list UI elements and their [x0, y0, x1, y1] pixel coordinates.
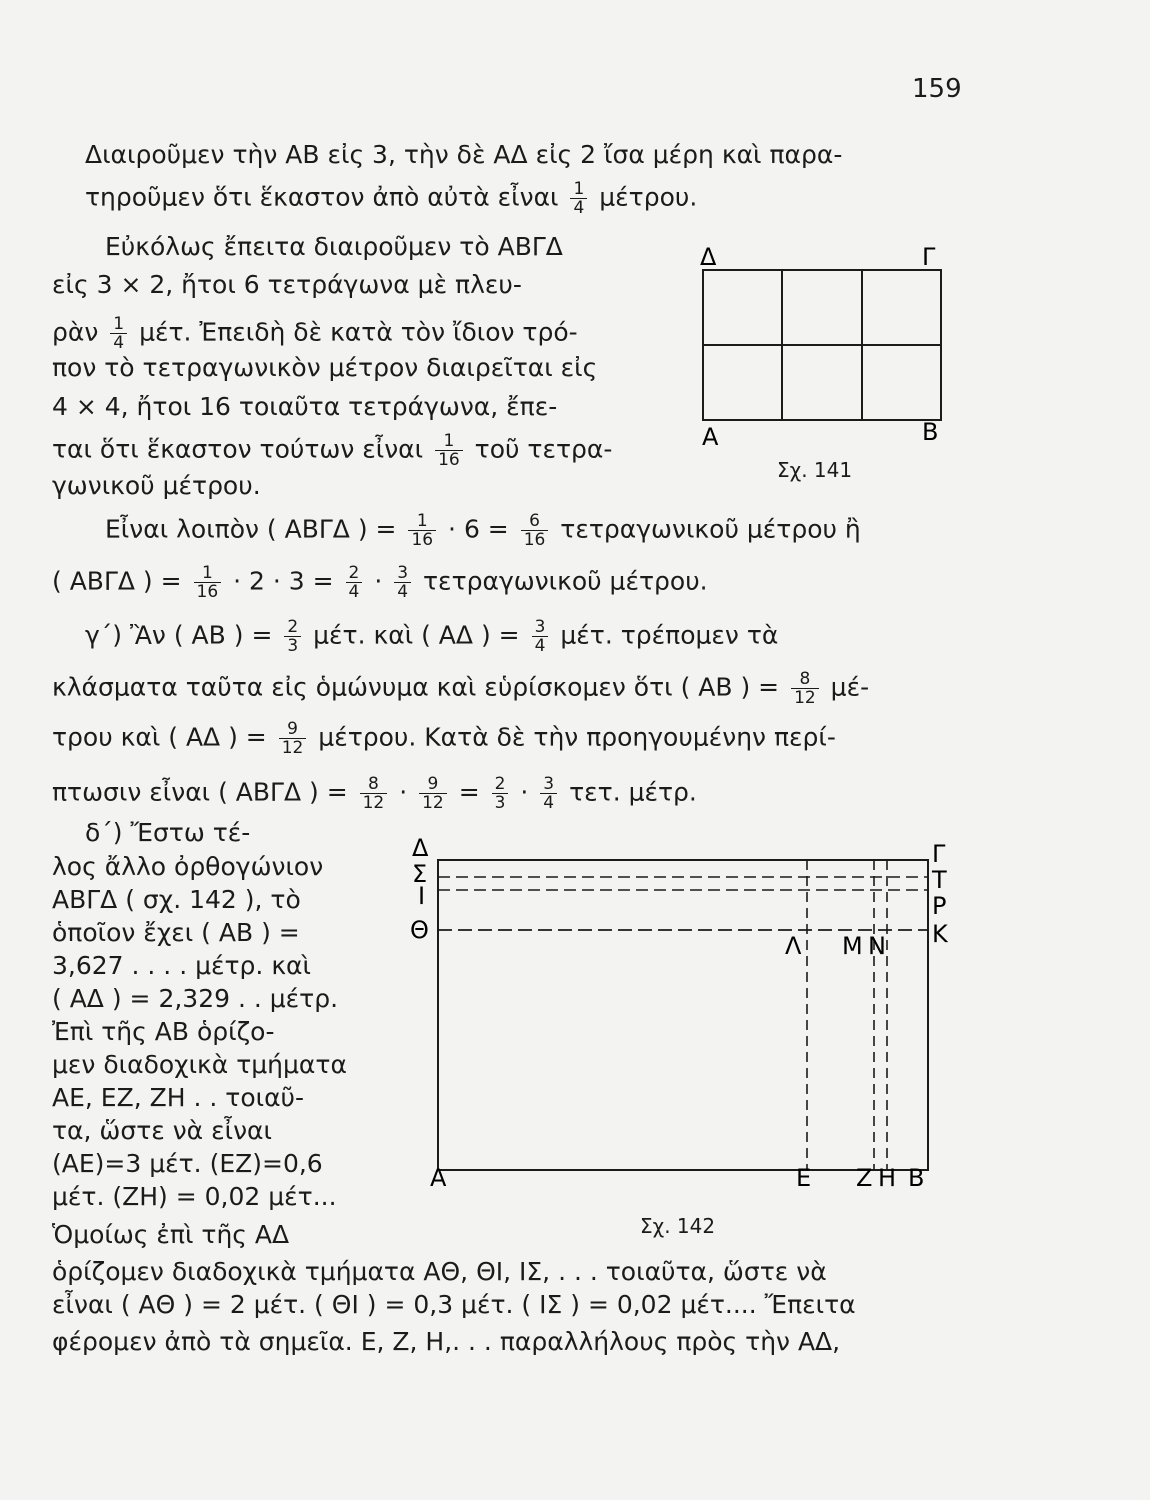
text-segment: τα, ὥστε νὰ εἶναι — [52, 1116, 272, 1145]
text-line — [85, 140, 842, 170]
text-segment: ται ὅτι ἕκαστον τούτων εἶναι — [52, 434, 424, 464]
fraction-denominator: 12 — [362, 793, 385, 813]
fraction — [194, 564, 222, 601]
figure-142 — [400, 830, 970, 1190]
text-segment: λος ἄλλο ὀρθογώνιον — [52, 852, 324, 881]
fraction-numerator: 2 — [284, 618, 301, 637]
text-segment: μέτρου. Κατὰ δὲ τὴν προηγουμένην περί- — [318, 722, 836, 752]
fraction-denominator: 16 — [196, 582, 219, 602]
fraction-denominator: 4 — [348, 582, 360, 602]
fraction-denominator: 16 — [523, 530, 546, 550]
text-segment: τρου καὶ ( ΑΔ ) = — [52, 722, 267, 752]
text-segment: · — [374, 566, 383, 596]
fig141-label-G: Γ — [922, 243, 936, 271]
fraction — [284, 618, 301, 655]
text-line — [52, 1116, 272, 1146]
text-segment: ὁρίζομεν διαδοχικὰ τμήματα ΑΘ, ΘΙ, ΙΣ, . . . τοιαῦτα, ὥστε νὰ — [52, 1257, 827, 1286]
text-segment: γ΄) Ἂν ( ΑΒ ) = — [85, 620, 273, 650]
fig141-label-B: Β — [922, 418, 939, 446]
text-segment: τηροῦμεν ὅτι ἕκαστον ἀπὸ αὐτὰ εἶναι — [85, 182, 559, 212]
text-line — [105, 512, 861, 549]
text-line — [105, 232, 563, 262]
text-line — [85, 618, 778, 655]
fig142-label-T: Τ — [932, 866, 947, 894]
text-segment: ( ΑΔ ) = 2,329 . . μέτρ. — [52, 984, 339, 1013]
fraction-denominator: 12 — [281, 738, 304, 758]
fig141-label-A: Α — [702, 423, 719, 451]
text-segment: φέρομεν ἀπὸ τὰ σημεῖα. Ε, Ζ, Η,. . . παραλλήλους πρὸς τὴν ΑΔ, — [52, 1327, 841, 1356]
text-segment: μέτ. Ἐπειδὴ δὲ κατὰ τὸν ἴδιον τρό- — [139, 317, 578, 347]
text-segment: ὁποῖον ἔχει ( ΑΒ ) = — [52, 918, 300, 947]
text-line — [85, 818, 250, 848]
fraction-numerator: 1 — [110, 315, 127, 334]
fraction-denominator: 4 — [573, 198, 585, 218]
text-line — [52, 1050, 347, 1080]
fig142-label-A: Α — [430, 1164, 447, 1190]
fig141-caption: Σχ. 141 — [777, 458, 853, 482]
fraction-numerator: 1 — [194, 564, 222, 583]
text-segment: μέ- — [830, 672, 870, 702]
text-segment: πτωσιν εἶναι ( ΑΒΓΔ ) = — [52, 777, 348, 807]
fraction-denominator: 12 — [422, 793, 444, 813]
fig142-caption: Σχ. 142 — [640, 1214, 716, 1238]
text-line — [52, 1257, 827, 1287]
text-segment: = — [458, 777, 480, 807]
figure-141 — [690, 240, 970, 480]
fig142-label-M: Μ — [842, 932, 863, 960]
fraction-numerator: 2 — [492, 775, 509, 794]
fraction — [279, 720, 307, 757]
fig142-label-K: Κ — [932, 920, 948, 948]
text-line — [52, 1149, 323, 1179]
fraction-denominator: 4 — [543, 793, 555, 813]
text-line — [52, 432, 612, 469]
fig142-label-L: Λ — [785, 932, 802, 960]
fraction-numerator: 6 — [521, 512, 549, 531]
fraction-denominator: 3 — [494, 793, 506, 813]
fig142-label-B: Β — [908, 1164, 925, 1190]
text-segment: εἶναι ( ΑΘ ) = 2 μέτ. ( ΘΙ ) = 0,3 μέτ. ( ΙΣ ) = 0,02 μέτ.... Ἔπειτα — [52, 1290, 856, 1319]
fraction — [521, 512, 549, 549]
text-line — [52, 720, 836, 757]
fraction-numerator: 3 — [394, 564, 411, 583]
text-segment: τετραγωνικοῦ μέτρου. — [423, 566, 708, 596]
text-segment: μεν διαδοχικὰ τμήματα — [52, 1050, 347, 1079]
fig142-label-R: Ρ — [932, 892, 947, 920]
text-line — [52, 775, 697, 812]
fraction — [346, 564, 363, 601]
fraction — [419, 775, 447, 812]
text-segment: ( ΑΒΓΔ ) = — [52, 566, 182, 596]
text-segment: · 6 = — [448, 514, 509, 544]
text-segment: πον τὸ τετραγωνικὸν μέτρον διαιρεῖται εἰς — [52, 353, 598, 382]
text-segment: · — [520, 777, 529, 807]
fraction-numerator: 1 — [570, 180, 587, 199]
fig142-label-E: Ε — [796, 1164, 812, 1190]
text-line — [52, 984, 338, 1014]
fraction-numerator: 1 — [435, 432, 463, 451]
fraction-numerator: 8 — [360, 775, 388, 794]
text-segment: 4 × 4, ἤτοι 16 τοιαῦτα τετράγωνα, ἔπε- — [52, 392, 558, 421]
text-segment: μέτ. τρέπομεν τὰ — [560, 620, 779, 650]
text-line — [52, 1017, 275, 1047]
fraction-denominator: 4 — [534, 636, 546, 656]
fig142-label-D: Δ — [412, 834, 429, 862]
fraction — [532, 618, 549, 655]
fig142-label-Th: Θ — [410, 916, 429, 944]
fraction — [435, 432, 463, 469]
fraction — [408, 512, 436, 549]
fraction-numerator: 1 — [408, 512, 436, 531]
text-line — [52, 270, 522, 300]
text-segment: τοῦ τετρα- — [474, 434, 613, 464]
text-line — [52, 852, 323, 882]
fraction — [540, 775, 557, 812]
fraction-numerator: 9 — [419, 775, 447, 794]
fraction — [394, 564, 411, 601]
text-segment: 3,627 . . . . μέτρ. καὶ — [52, 951, 311, 980]
text-segment: μέτ. (ΖΗ) = 0,02 μέτ... — [52, 1182, 337, 1211]
fraction — [360, 775, 388, 812]
fraction-denominator: 3 — [287, 636, 299, 656]
fraction — [570, 180, 587, 217]
fraction-denominator: 4 — [397, 582, 409, 602]
fraction-numerator: 3 — [540, 775, 557, 794]
text-segment: Εὐκόλως ἔπειτα διαιροῦμεν τὸ ΑΒΓΔ — [105, 232, 563, 261]
fraction — [492, 775, 509, 812]
text-segment: μέτρου. — [599, 182, 698, 212]
text-line — [52, 1220, 289, 1250]
text-segment: δ΄) Ἔστω τέ- — [85, 818, 251, 847]
fraction-denominator: 12 — [794, 688, 816, 708]
text-segment: γωνικοῦ μέτρου. — [52, 471, 261, 500]
text-line — [52, 1182, 337, 1212]
text-segment: εἰς 3 × 2, ἤτοι 6 τετράγωνα μὲ πλευ- — [52, 270, 522, 299]
text-line — [52, 951, 311, 981]
fig142-rectangle — [438, 860, 928, 1170]
fraction — [110, 315, 127, 352]
fraction-numerator: 2 — [346, 564, 363, 583]
text-segment: κλάσματα ταῦτα εἰς ὁμώνυμα καὶ εὑρίσκομεν ὅτι ( ΑΒ ) = — [52, 672, 780, 702]
fraction-denominator: 16 — [411, 530, 434, 550]
text-segment: ΑΒΓΔ ( σχ. 142 ), τὸ — [52, 885, 301, 914]
text-segment: μέτ. καὶ ( ΑΔ ) = — [313, 620, 520, 650]
text-segment: τετραγωνικοῦ μέτρου ἢ — [560, 514, 861, 544]
text-segment: (ΑΕ)=3 μέτ. (ΕΖ)=0,6 — [52, 1149, 323, 1178]
fraction-numerator: 3 — [532, 618, 549, 637]
fraction-denominator: 16 — [438, 450, 460, 470]
text-line — [52, 1327, 840, 1357]
text-segment: ρὰν — [52, 317, 99, 347]
text-segment: · — [399, 777, 408, 807]
text-line — [52, 670, 869, 707]
text-line — [52, 392, 557, 422]
fig142-label-S: Σ — [412, 860, 428, 888]
fig141-label-D: Δ — [700, 243, 717, 271]
fraction-numerator: 8 — [791, 670, 819, 689]
text-segment: Εἶναι λοιπὸν ( ΑΒΓΔ ) = — [105, 514, 397, 544]
fig142-label-G: Γ — [932, 840, 946, 868]
text-line — [52, 564, 708, 601]
text-line — [52, 1290, 856, 1320]
text-line — [52, 1083, 304, 1113]
fraction — [791, 670, 819, 707]
text-line — [85, 180, 697, 217]
fraction-numerator: 9 — [279, 720, 307, 739]
text-segment: τετ. μέτρ. — [569, 777, 697, 807]
text-line — [52, 918, 300, 948]
text-segment: Διαιροῦμεν τὴν ΑΒ εἰς 3, τὴν δὲ ΑΔ εἰς 2 ἴσα μέρη καὶ παρα- — [85, 140, 843, 169]
fig142-label-I: Ι — [418, 882, 426, 910]
fig142-label-N: Ν — [868, 932, 886, 960]
text-line — [52, 885, 301, 915]
text-segment: · 2 · 3 = — [233, 566, 334, 596]
text-segment: ΑΕ, ΕΖ, ΖΗ . . τοιαῦ- — [52, 1083, 305, 1112]
text-line — [52, 471, 261, 501]
text-line — [52, 315, 578, 352]
text-line — [52, 353, 597, 383]
fig142-label-Z: Ζ — [856, 1164, 873, 1190]
text-segment: Ὁμοίως ἐπὶ τῆς ΑΔ — [52, 1220, 290, 1249]
page-number: 159 — [912, 74, 962, 104]
text-segment: Ἐπὶ τῆς ΑΒ ὁρίζο- — [52, 1017, 275, 1046]
fig142-label-H: Η — [878, 1164, 897, 1190]
fraction-denominator: 4 — [113, 333, 125, 353]
